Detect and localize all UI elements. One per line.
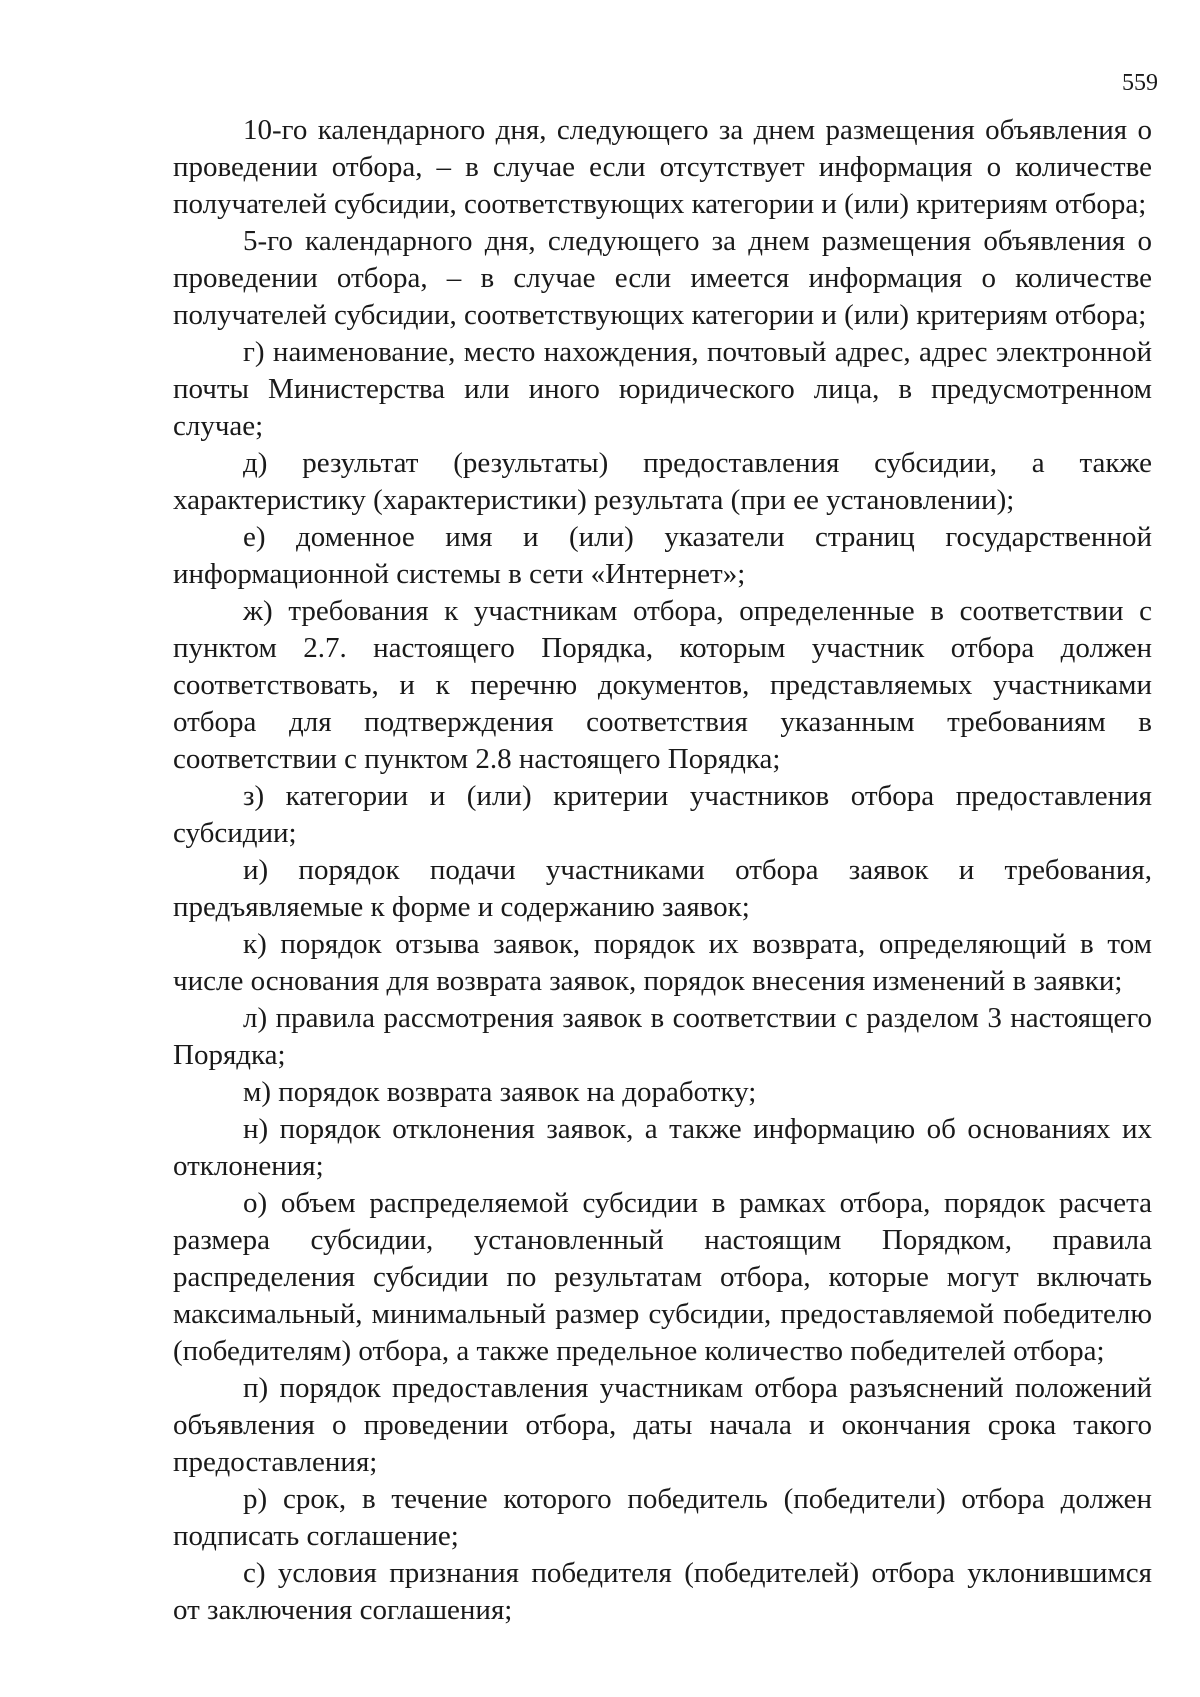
document-body (173, 112, 1152, 1629)
paragraph-item-e: е) доменное имя и (или) указатели страниц государственной информационной системы в сети «Интернет»; (173, 521, 1152, 590)
paragraph-item-n: н) порядок отклонения заявок, а также информацию об основаниях их отклонения; (173, 1113, 1152, 1182)
paragraph-item-d: д) результат (результаты) предоставления субсидии, а также характеристику (характеристики) результата (при ее установлении); (173, 447, 1152, 516)
paragraph-item-z: з) категории и (или) критерии участников отбора предоставления субсидии; (173, 780, 1152, 849)
paragraph-item-zh: ж) требования к участникам отбора, определенные в соответствии с пунктом 2.7. настоящего Порядка, которым участник отбора должен соответствовать, и к перечню документов, представляемых участниками отбора для подтверждения соответствия указанным требованиям в соответствии с пунктом 2.8 настоящего Порядка; (173, 595, 1152, 775)
page-number: 559 (1122, 70, 1158, 96)
paragraph-deadline-5-day: 5-го календарного дня, следующего за днем размещения объявления о проведении отбора, – в случае если имеется информация о количестве получателей субсидии, соответствующих категории и (или) критериям отбора; (173, 225, 1152, 331)
paragraph-item-o: о) объем распределяемой субсидии в рамках отбора, порядок расчета размера субсидии, установленный настоящим Порядком, правила распределения субсидии по результатам отбора, которые могут включать максимальный, минимальный размер субсидии, предоставляемой победителю (победителям) отбора, а также предельное количество победителей отбора; (173, 1187, 1152, 1367)
paragraph-item-s: с) условия признания победителя (победителей) отбора уклонившимся от заключения соглашения; (173, 1557, 1152, 1626)
paragraph-item-i: и) порядок подачи участниками отбора заявок и требования, предъявляемые к форме и содержанию заявок; (173, 854, 1152, 923)
paragraph-item-m: м) порядок возврата заявок на доработку; (243, 1076, 757, 1108)
paragraph-item-k: к) порядок отзыва заявок, порядок их возврата, определяющий в том числе основания для возврата заявок, порядок внесения изменений в заявки; (173, 928, 1152, 997)
paragraph-item-g: г) наименование, место нахождения, почтовый адрес, адрес электронной почты Министерства или иного юридического лица, в предусмотренном случае; (173, 336, 1152, 442)
paragraph-item-p: п) порядок предоставления участникам отбора разъяснений положений объявления о проведении отбора, даты начала и окончания срока такого предоставления; (173, 1372, 1152, 1478)
paragraph-deadline-10-day: 10-го календарного дня, следующего за днем размещения объявления о проведении отбора, – в случае если отсутствует информация о количестве получателей субсидии, соответствующих категории и (или) критериям отбора; (173, 114, 1152, 220)
paragraph-item-l: л) правила рассмотрения заявок в соответствии с разделом 3 настоящего Порядка; (173, 1002, 1152, 1071)
paragraph-item-r: р) срок, в течение которого победитель (победители) отбора должен подписать соглашение; (173, 1483, 1152, 1552)
